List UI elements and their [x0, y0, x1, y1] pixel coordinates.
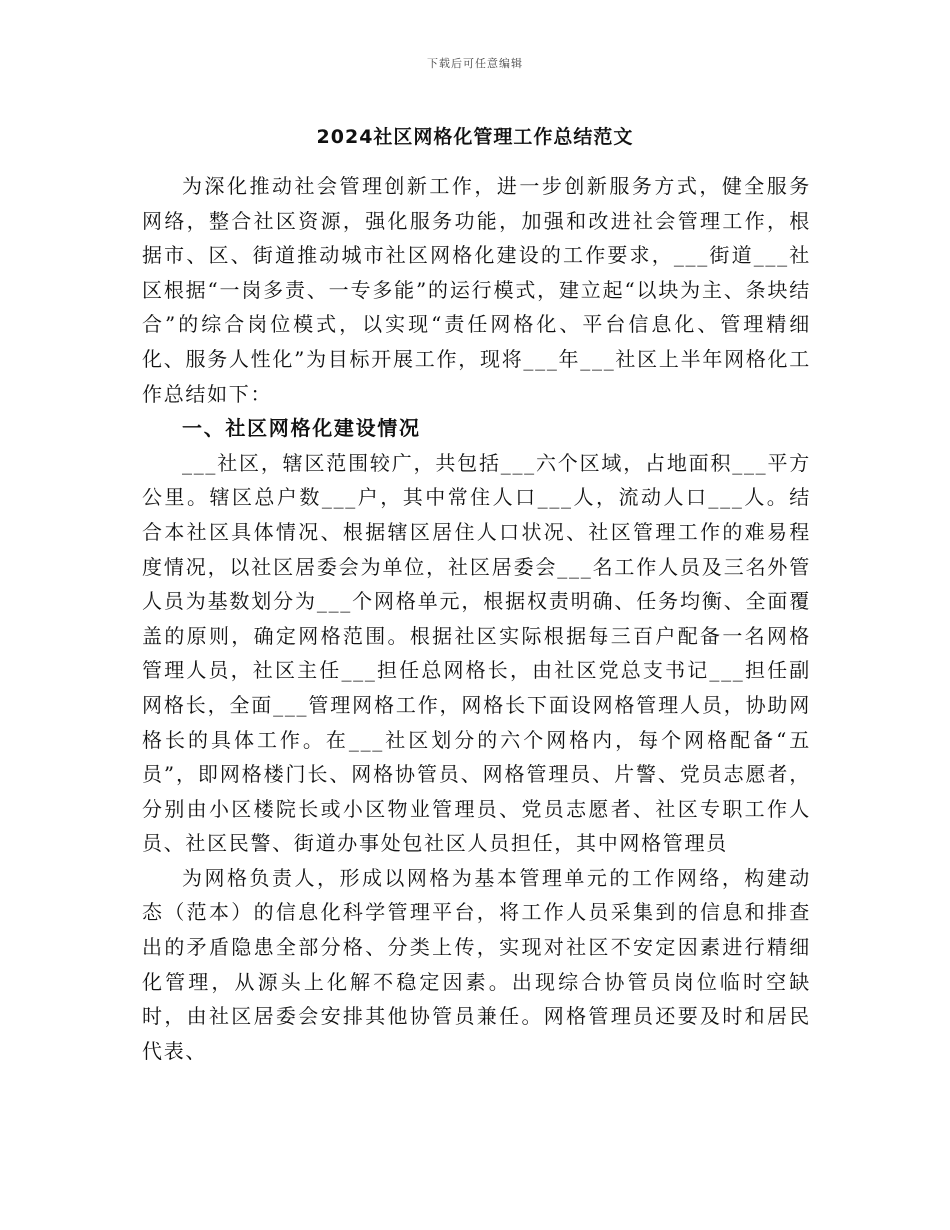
body-paragraph: ___社区，辖区范围较广，共包括___六个区域，占地面积___平方公里。辖区总户数___户，其中常住人口___人，流动人口___人。结合本社区具体情况、根据辖区居住人口状况、社区管理工作的难易程度情况，以社区居委会为单位，社区居委会___名工作人员及三名外管人员为基数划分为___个网格单元，根据权责明确、任务均衡、全面覆盖的原则，确定网格范围。根据社区实际根据每三百户配备一名网格管理人员，社区主任___担任总网格长，由社区党总支书记___担任副网格长，全面___管理网格工作，网格长下面设网格管理人员，协助网格长的具体工作。在___社区划分的六个网格内，每个网格配备“五员”，即网格楼门长、网格协管员、网格管理员、片警、党员志愿者，分别由小区楼院长或小区物业管理员、党员志愿者、社区专职工作人员、社区民警、街道办事处包社区人员担任，其中网格管理员: [142, 450, 811, 856]
document-title: 2024社区网格化管理工作总结范文: [316, 126, 634, 148]
body-paragraph: 为网格负责人，形成以网格为基本管理单元的工作网络，构建动态（范本）的信息化科学管理平台，将工作人员采集到的信息和排查出的矛盾隐患全部分格、分类上传，实现对社区不安定因素进行精细化管理，从源头上化解不稳定因素。出现综合协管员岗位临时空缺时，由社区居委会安排其他协管员兼任。网格管理员还要及时和居民代表、: [142, 865, 811, 1063]
page-header-note: 下载后可任意编辑: [427, 57, 523, 70]
document-body: [142, 169, 811, 1068]
section-heading: 一、社区网格化建设情况: [182, 416, 421, 441]
intro-paragraph: 为深化推动社会管理创新工作，进一步创新服务方式，健全服务网络，整合社区资源，强化服务功能，加强和改进社会管理工作，根据市、区、街道推动城市社区网格化建设的工作要求，___街道___社区根据“一岗多责、一专多能”的运行模式，建立起“以块为主、条块结合”的综合岗位模式，以实现“责任网格化、平台信息化、管理精细化、服务人性化”为目标开展工作，现将___年___社区上半年网格化工作总结如下：: [142, 174, 811, 406]
